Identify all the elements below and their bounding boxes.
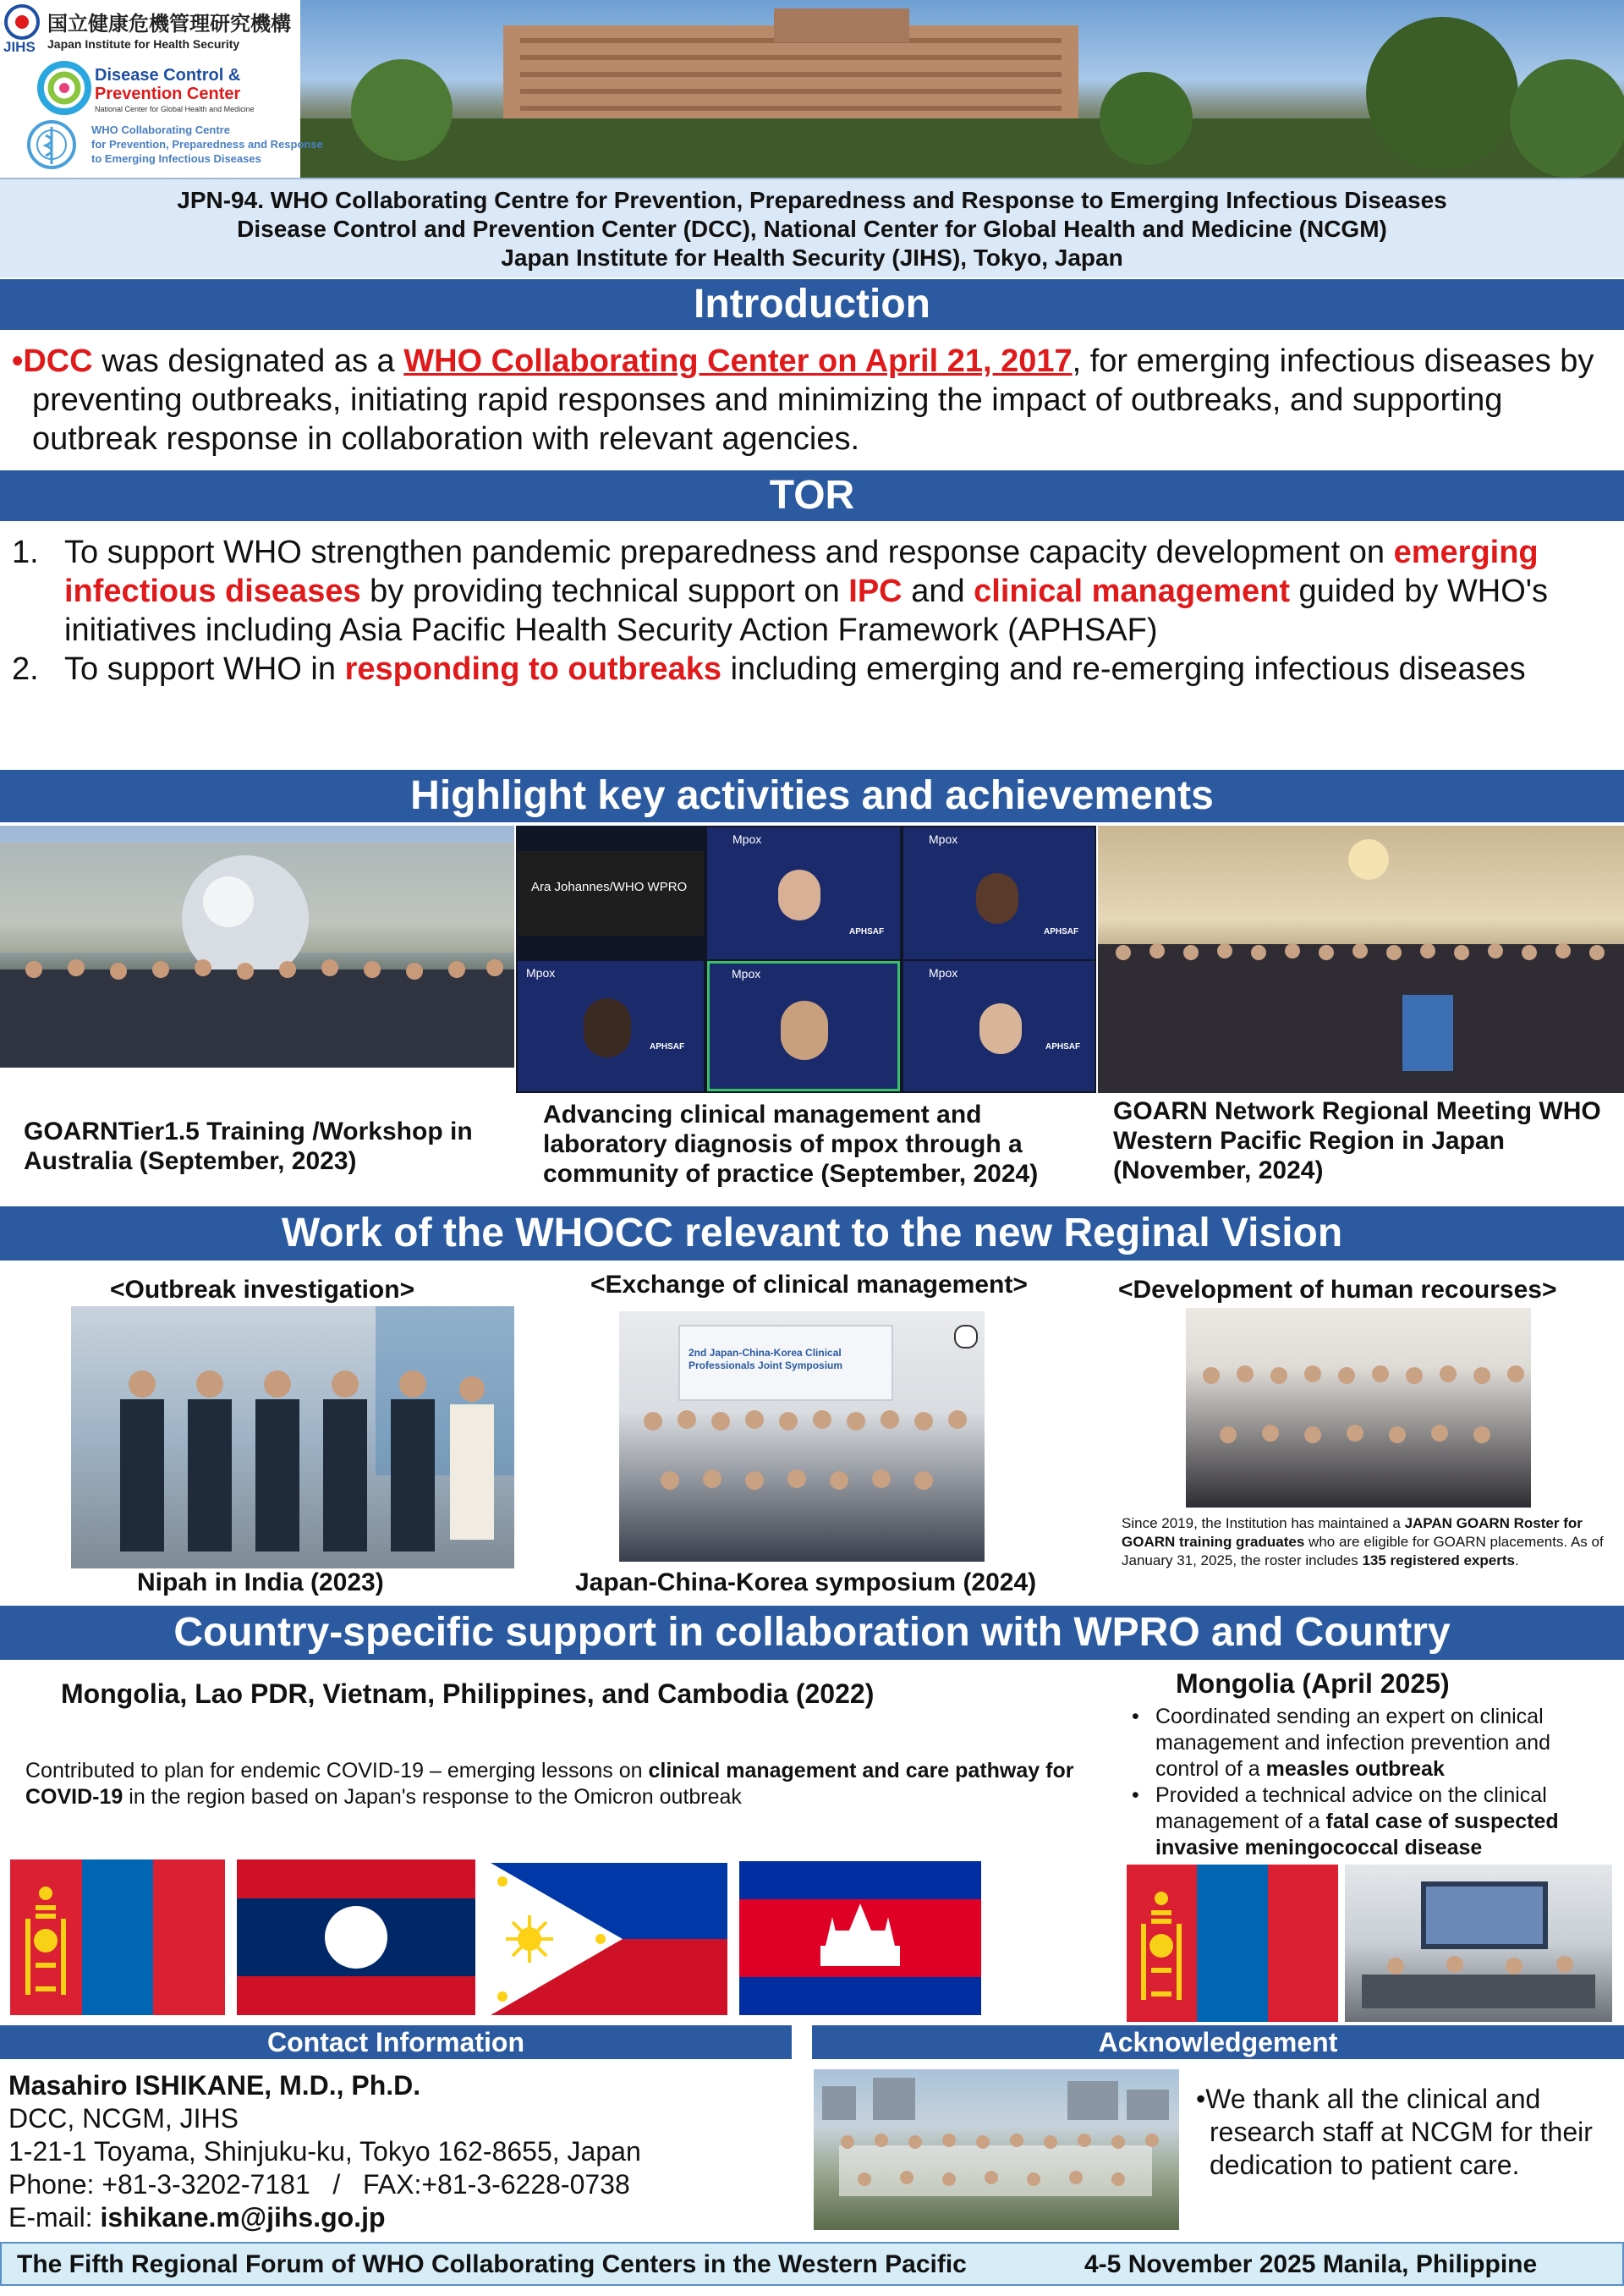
- contact-email-link[interactable]: ishikane.m@jihs.go.jp: [100, 2202, 386, 2233]
- zoom-tile-3-face: [584, 998, 631, 1057]
- photo-ncgm-staff: [814, 2069, 1179, 2230]
- contact-name: Masahiro ISHIKANE, M.D., Ph.D.: [8, 2070, 421, 2101]
- zoom-tile-5-label: Mpox: [929, 966, 958, 980]
- col2-title: <Exchange of clinical management>: [590, 1271, 1028, 1299]
- intro-text-2: , for emerging infectious diseases by preventing outbreaks, initiating rapid responses and minimizing the impact of outbreaks, and supporting outbreak response in collaboration with relevant agencies.: [32, 343, 1594, 457]
- photo-mpox-zoom: [516, 826, 1096, 1093]
- tor-item-2: [0, 650, 1599, 689]
- ack-heading: Acknowledgement: [812, 2025, 1624, 2059]
- zoom-tile-5-face: [979, 1003, 1022, 1054]
- zoom-tile-1: [707, 827, 900, 959]
- zoom-tile-2-badge: APHSAF: [1044, 927, 1079, 937]
- dcc-logo-line1: Disease Control &: [95, 66, 241, 85]
- country-b1-b: measles outbreak: [1265, 1757, 1445, 1781]
- country-right-list: [1125, 1704, 1619, 1861]
- intro-dcc: DCC: [23, 343, 93, 379]
- org-name-en: Japan Institute for Health Security: [47, 37, 240, 51]
- tor-1-c: by providing technical support on: [360, 574, 849, 609]
- zoom-tile-2-face: [976, 873, 1018, 924]
- photo-symposium: [619, 1311, 985, 1562]
- contact-email-row: [8, 2201, 787, 2234]
- country-right-item-2: [1125, 1782, 1619, 1861]
- tor-list: [0, 533, 1599, 689]
- who-cc-line2: for Prevention, Preparedness and Response: [91, 138, 323, 151]
- contact-phone: Phone: +81-3-3202-7181 / FAX:+81-3-6228-0738: [8, 2169, 630, 2200]
- photo-nipah: [71, 1306, 514, 1568]
- who-emblem-icon: [25, 118, 78, 171]
- country-b1-a: Coordinated sending an expert on clinical management and infection prevention and control of a: [1155, 1705, 1550, 1781]
- zoom-tile-3: [518, 961, 704, 1091]
- dcc-logo-line2: Prevention Center: [95, 85, 241, 103]
- footer-date: 4-5 November 2025 Manila, Philippine: [1084, 2250, 1538, 2278]
- tor-1-g: guided by WHO's initiatives including Asia Pacific Health Security Action Framework (APHSAF): [64, 574, 1549, 648]
- flag-mongolia-icon: [10, 1859, 225, 2015]
- introduction-text: [12, 342, 1624, 459]
- tor-2-b: responding to outbreaks: [344, 651, 722, 687]
- roster-note: [1122, 1514, 1604, 1570]
- org-name-jp: 国立健康危機管理研究機構: [47, 13, 291, 36]
- tor-1-e: and: [902, 574, 974, 609]
- jihs-logo-icon: [3, 3, 41, 41]
- tor-item-1-num: 1.: [12, 535, 39, 570]
- regional-vision-heading: Work of the WHOCC relevant to the new Reginal Vision: [0, 1206, 1624, 1261]
- zoom-tile-1-badge: APHSAF: [849, 927, 885, 937]
- logo-jihs-text: JIHS: [3, 39, 36, 55]
- zoom-tile-4-label: Mpox: [732, 967, 761, 980]
- who-cc-line3: to Emerging Infectious Diseases: [91, 152, 261, 165]
- tor-item-2-num: 2.: [12, 651, 39, 687]
- roster-note-d: 135 registered experts: [1362, 1552, 1515, 1568]
- zoom-tile-3-badge: APHSAF: [650, 1042, 685, 1052]
- caption-mpox: Advancing clinical management and laboratory diagnosis of mpox through a community of practice (September, 2024): [543, 1101, 1039, 1188]
- footer-bar: [0, 2242, 1624, 2286]
- flag-mongolia-2-icon: [1127, 1865, 1338, 2022]
- page-subtitle-1: Disease Control and Prevention Center (DCC), National Center for Global Health and Medicine (NCGM): [237, 216, 1387, 242]
- col1-title: <Outbreak investigation>: [110, 1276, 415, 1304]
- contact-email-label: E-mail:: [8, 2202, 101, 2233]
- flag-cambodia-icon: [739, 1861, 981, 2015]
- intro-bullet: •: [12, 343, 24, 379]
- photo-roster: [1186, 1308, 1531, 1508]
- logo-panel: [0, 0, 323, 178]
- zoom-tile-1-face: [778, 870, 820, 920]
- dcc-logo-sub: National Center for Global Health and Medicine: [95, 105, 255, 113]
- roster-note-b: JAPAN GOARN Roster for GOARN training graduates: [1122, 1515, 1583, 1550]
- country-left-text: [25, 1758, 1100, 1810]
- zoom-tile-4: [707, 961, 900, 1091]
- zoom-tile-4-face: [781, 1001, 828, 1060]
- tor-heading: TOR: [0, 470, 1624, 521]
- photo-goarn-meeting: [1098, 826, 1624, 1093]
- country-heading: Country-specific support in collaboration with WPRO and Country: [0, 1606, 1624, 1660]
- zoom-tile-1-label: Mpox: [732, 832, 762, 846]
- header-photo: [300, 0, 1624, 178]
- country-b2-a: Provided a technical advice on the clinical management of a: [1155, 1783, 1547, 1833]
- caption-goarn-meeting: GOARN Network Regional Meeting WHO Western Pacific Region in Japan (November, 2024): [1113, 1097, 1601, 1184]
- col1-caption: Nipah in India (2023): [137, 1568, 384, 1596]
- dcc-logo-icon: [37, 61, 91, 115]
- photo-goarn-australia: [0, 826, 514, 1068]
- ack-text: •We thank all the clinical and research staff at NCGM for their dedication to patient care.: [1196, 2084, 1593, 2180]
- zoom-tile-2-label: Mpox: [929, 832, 958, 846]
- zoom-presenter-tile: [518, 851, 704, 936]
- highlights-heading: Highlight key activities and achievements: [0, 770, 1624, 822]
- flag-laos-icon: [237, 1859, 475, 2015]
- country-right-title: Mongolia (April 2025): [1176, 1668, 1450, 1699]
- tor-2-c: including emerging and re-emerging infectious diseases: [721, 651, 1526, 687]
- footer-forum: The Fifth Regional Forum of WHO Collaborating Centers in the Western Pacific: [17, 2250, 967, 2278]
- tor-1-d: IPC: [848, 574, 903, 609]
- symposium-screen-text: 2nd Japan-China-Korea Clinical Professionals Joint Symposium: [689, 1347, 843, 1371]
- tor-1-f: clinical management: [974, 574, 1290, 609]
- tor-2-a: To support WHO in: [64, 651, 345, 687]
- zoom-tile-3-label: Mpox: [526, 966, 556, 980]
- intro-text-1: was designated as a: [92, 343, 404, 379]
- page-title: JPN-94. WHO Collaborating Centre for Prevention, Preparedness and Response to Emerging Infectious Diseases: [177, 187, 1447, 213]
- zoom-tile-5: [903, 961, 1095, 1091]
- photo-mongolia-meeting: [1345, 1865, 1612, 2022]
- contact-block: [8, 2069, 787, 2234]
- contact-address: 1-21-1 Toyama, Shinjuku-ku, Tokyo 162-8655, Japan: [8, 2136, 641, 2167]
- title-box: [0, 178, 1624, 277]
- zoom-tile-2: [903, 827, 1095, 959]
- country-b2-b: fatal case of suspected invasive meningococcal disease: [1155, 1810, 1559, 1859]
- who-cc-line1: WHO Collaborating Centre: [91, 124, 230, 136]
- zoom-presenter-label: Ara Johannes/WHO WPRO: [531, 880, 688, 894]
- caption-goarn-australia: GOARNTier1.5 Training /Workshop in Australia (September, 2023): [24, 1118, 473, 1175]
- roster-note-e: .: [1514, 1552, 1519, 1568]
- page-subtitle-2: Japan Institute for Health Security (JIHS), Tokyo, Japan: [501, 244, 1123, 271]
- introduction-heading: Introduction: [0, 279, 1624, 330]
- intro-highlight: WHO Collaborating Center on April 21, 2017: [403, 343, 1073, 379]
- zoom-tile-5-badge: APHSAF: [1045, 1042, 1081, 1052]
- country-right-item-1: [1125, 1704, 1619, 1782]
- col2-caption: Japan-China-Korea symposium (2024): [575, 1568, 1037, 1596]
- contact-heading: Contact Information: [0, 2025, 792, 2059]
- col3-title: <Development of human recourses>: [1118, 1276, 1557, 1304]
- country-left-c: in the region based on Japan's response to the Omicron outbreak: [123, 1785, 742, 1809]
- country-left-a: Contributed to plan for endemic COVID-19 – emerging lessons on: [25, 1759, 649, 1782]
- tor-item-1: [0, 533, 1599, 650]
- roster-note-a: Since 2019, the Institution has maintained a: [1122, 1515, 1405, 1531]
- flag-philippines-icon: [491, 1863, 727, 2015]
- country-left-b: clinical management and care pathway for COVID-19: [25, 1759, 1074, 1809]
- tor-1-b: emerging infectious diseases: [64, 535, 1539, 609]
- roster-note-c: who are eligible for GOARN placements. As of January 31, 2025, the roster includes: [1122, 1534, 1604, 1568]
- contact-affiliation: DCC, NCGM, JIHS: [8, 2103, 239, 2134]
- tor-1-a: To support WHO strengthen pandemic preparedness and response capacity development on: [64, 535, 1394, 570]
- country-left-title: Mongolia, Lao PDR, Vietnam, Philippines, and Cambodia (2022): [61, 1678, 875, 1709]
